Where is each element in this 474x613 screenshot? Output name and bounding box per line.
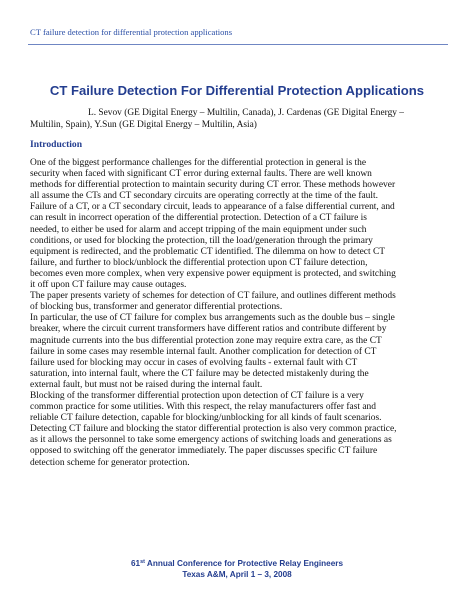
text-line: Detecting CT failure and blocking the stator differential protection is also very common practice,: [30, 424, 397, 435]
text-line: external fault, but must not be raised during the internal fault.: [30, 379, 263, 390]
conference-name: Annual Conference for Protective Relay Engineers: [144, 559, 344, 568]
text-line: methods for differential protection to maintain security during CT error. These methods however: [30, 180, 396, 191]
text-line: as it allows the personnel to take some emergency actions of switching loads and generations as: [30, 435, 392, 446]
text-line: reliable CT failure detection, capable for blocking/unblocking for all kinds of fault scenarios.: [30, 413, 382, 424]
author-list: [30, 107, 454, 131]
text-line: security when faced with significant CT error during external faults. There are well known: [30, 169, 372, 180]
text-line: Blocking of the transformer differential protection upon detection of CT failure is a very: [30, 390, 364, 401]
text-line: Failure of a CT, or a CT secondary circuit, leads to appearance of a false differential current, and: [30, 202, 395, 213]
author-line: Multilin, Spain), Y.Sun (GE Digital Energy – Multilin, Asia): [30, 120, 257, 131]
text-line: equipment is redirected, and the problematic CT identified. The dilemma on how to detect CT: [30, 246, 386, 257]
text-line: breaker, where the circuit current transformers have different ratios and contribute different by: [30, 324, 387, 335]
text-line: common practice for some utilities. With this respect, the relay manufacturers offer fast and: [30, 402, 376, 413]
conference-line: [0, 557, 474, 569]
text-line: failure used for blocking may occur in cases of evolving faults - external fault with CT: [30, 357, 358, 368]
text-line: conditions, or used for blocking the protection, till the load/generation through the primary: [30, 235, 373, 246]
text-line: it off upon CT failure may cause outages.: [30, 280, 187, 291]
running-header: CT failure detection for differential protection applications: [30, 27, 233, 37]
text-line: magnitude currents into the bus differential protection zone may require extra care, as the CT: [30, 335, 382, 346]
section-heading: Introduction: [30, 139, 83, 150]
header-rule: [28, 44, 448, 45]
page-footer: [0, 557, 474, 580]
ordinal-suffix: st: [140, 559, 145, 565]
text-line: failure in some cases may resemble internal fault. Another complication for detection of CT: [30, 346, 377, 357]
text-line: opposed to switching off the generator immediately. The paper discusses specific CT failure: [30, 446, 378, 457]
text-line: of blocking bus, transformer and generator differential protections.: [30, 302, 283, 313]
text-line: detection scheme for generator protection.: [30, 457, 190, 468]
text-line: saturation, into internal fault, where the CT failure may be detected mistakenly during the: [30, 368, 369, 379]
text-line: The paper presents variety of schemes for detection of CT failure, and outlines different methods: [30, 291, 396, 302]
text-line: One of the biggest performance challenges for the differential protection in general is the: [30, 158, 367, 168]
conference-number: 61: [130, 559, 141, 568]
author-line: L. Sevov (GE Digital Energy – Multilin, Canada), J. Cardenas (GE Digital Energy –: [88, 108, 404, 118]
text-line: needed, to either be used for alarm and accept tripping of the main equipment under such: [30, 224, 367, 235]
text-line: can result in incorrect operation of the differential protection. Detection of a CT failure is: [30, 213, 367, 224]
text-line: failure, and further to block/unblock the differential protection upon CT failure detection,: [30, 257, 368, 268]
text-line: all assume the CTs and CT secondary circuits are operating correctly at the time of the fault.: [30, 191, 378, 202]
text-line: In particular, the use of CT failure for complex bus arrangements such as the double bus – single: [30, 313, 395, 324]
venue-line: Texas A&M, April 1 – 3, 2008: [182, 570, 292, 579]
body-text: [30, 158, 450, 469]
text-line: becomes even more complex, when very expensive power equipment is protected, and switching: [30, 268, 396, 279]
paper-title: CT Failure Detection For Differential Protection Applications: [49, 83, 425, 98]
